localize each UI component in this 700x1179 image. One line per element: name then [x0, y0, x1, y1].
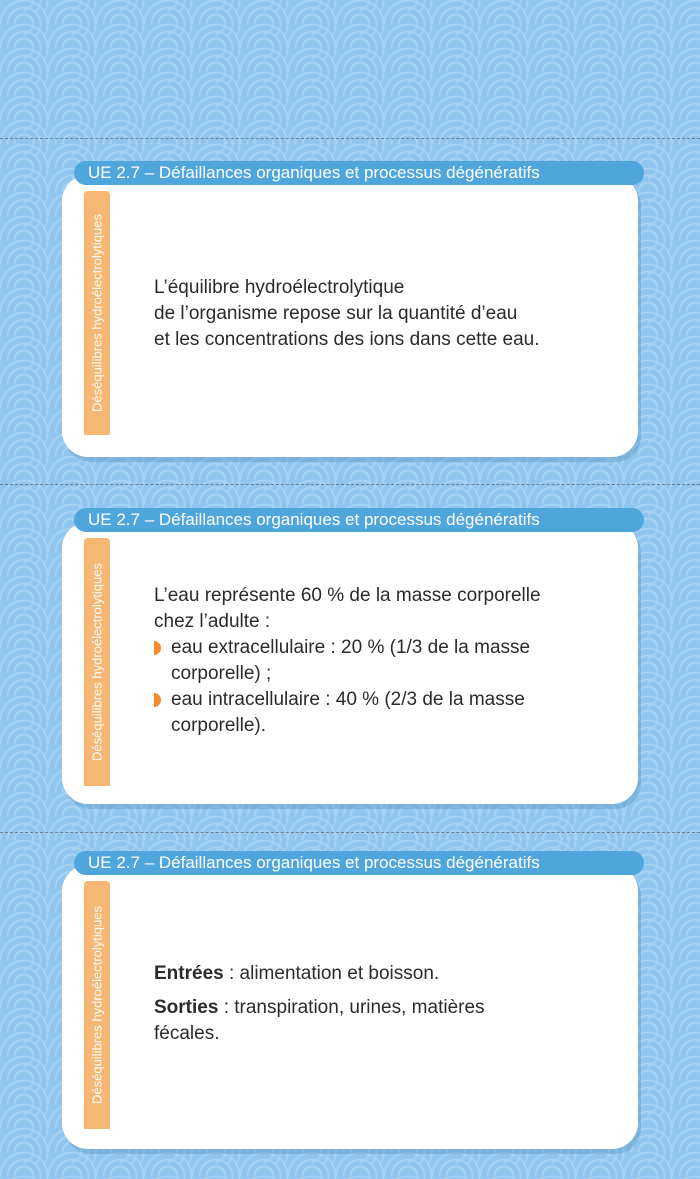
sorties-line [154, 995, 608, 1047]
card-header: UE 2.7 – Défaillances organiques et processus dégénératifs [74, 161, 644, 185]
list-item [154, 635, 608, 687]
bullet-list [154, 635, 608, 739]
bullet-icon [154, 693, 161, 707]
sorties-label: Sorties [154, 997, 219, 1018]
entrees-label: Entrées [154, 963, 224, 984]
cut-line [0, 832, 700, 833]
card-header: UE 2.7 – Défaillances organiques et processus dégénératifs [74, 851, 644, 875]
text-line: et les concentrations des ions dans cette eau. [154, 329, 540, 350]
flashcard-3 [62, 851, 638, 1149]
sorties-text: fécales. [154, 1023, 220, 1044]
topic-tab [84, 191, 110, 435]
flashcard-1 [62, 161, 638, 457]
sorties-text: : transpiration, urines, matières [218, 997, 485, 1018]
card-content [154, 275, 608, 353]
topic-tab [84, 538, 110, 786]
list-item-text: eau extracellulaire : 20 % (1/3 de la masse [171, 637, 531, 658]
card-content [154, 961, 608, 1047]
card-header: UE 2.7 – Défaillances organiques et processus dégénératifs [74, 508, 644, 532]
text-line: de l’organisme repose sur la quantité d’eau [154, 303, 518, 324]
list-item [154, 687, 608, 739]
list-item-text: eau intracellulaire : 40 % (2/3 de la masse [171, 689, 525, 710]
entrees-text: : alimentation et boisson. [223, 963, 440, 984]
text-line: chez l’adulte : [154, 611, 271, 632]
bullet-icon [154, 641, 161, 655]
text-line: L’eau représente 60 % de la masse corporelle [154, 585, 541, 606]
list-item-text: corporelle) ; [171, 663, 272, 684]
cut-line [0, 138, 700, 139]
topic-tab-label: Déséquilibres hydroélectrolytiques [89, 906, 105, 1104]
topic-tab-label: Déséquilibres hydroélectrolytiques [89, 214, 105, 412]
cut-line [0, 484, 700, 485]
text-line: L’équilibre hydroélectrolytique [154, 277, 405, 298]
entrees-line [154, 961, 608, 987]
list-item-text: corporelle). [171, 715, 267, 736]
topic-tab-label: Déséquilibres hydroélectrolytiques [89, 563, 105, 761]
card-content [154, 583, 608, 739]
flashcard-2 [62, 508, 638, 804]
topic-tab [84, 881, 110, 1129]
